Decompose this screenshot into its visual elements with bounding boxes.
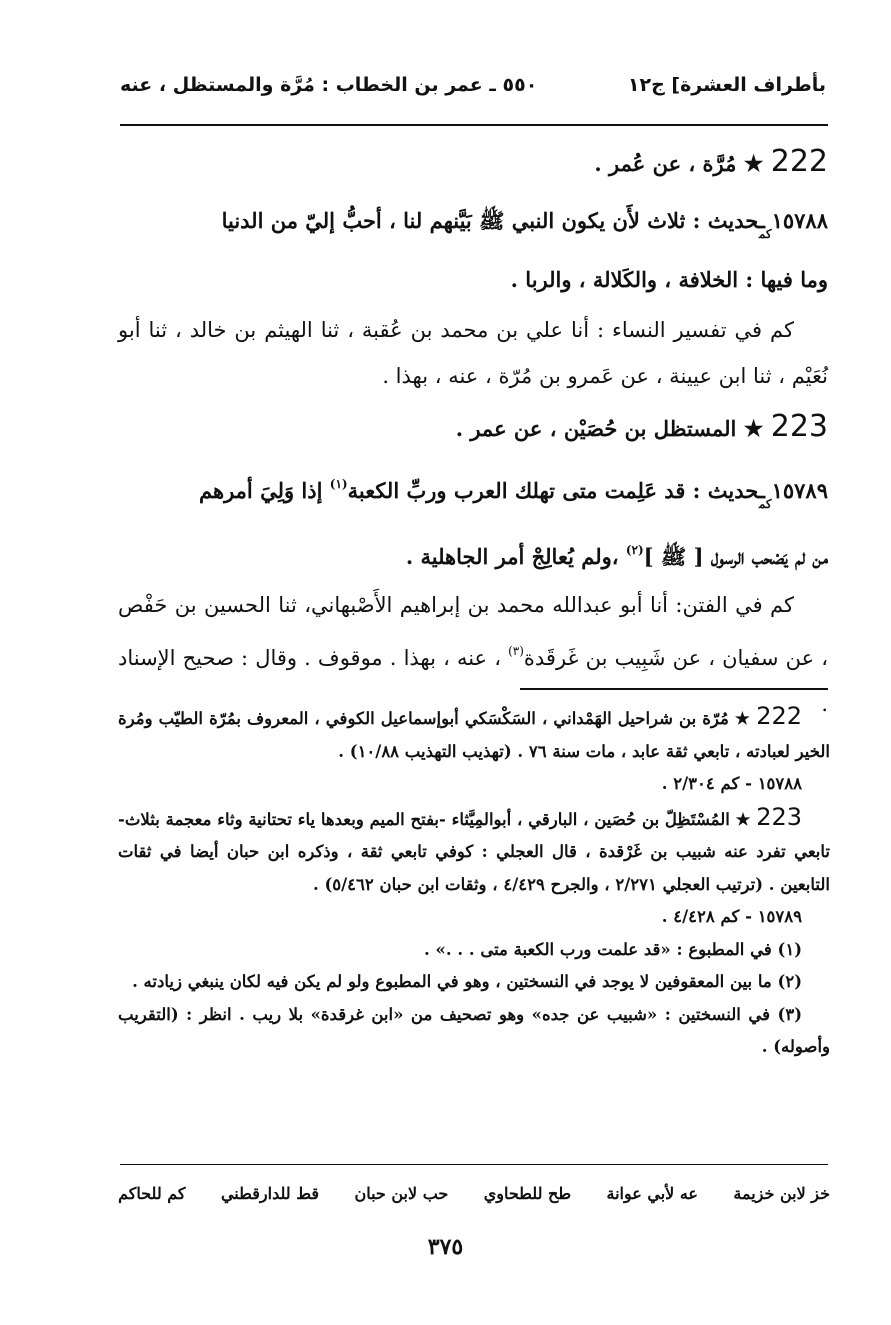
note-text: المُسْتَظِلّ بن حُصَين ، البارقي ، أبوالمِيَّثاء -بفتح الميم وبعدها ياء تحتانية وثاء معجمة — [165, 809, 730, 829]
note-text: في ثقات التابعين . (ترتيب العجلي ٢/٢٧١ ، والجرح ٤/٤٢٩ ، وثقات ابن حبان ٥/٤٦٢) . — [118, 842, 830, 894]
abbr-item: خز لابن خزيمة — [733, 1184, 830, 1203]
narrator-heading-222 — [118, 138, 828, 188]
star-icon: ★ — [743, 151, 764, 177]
note-text: مُرّة بن شراحيل الهَمْداني ، السَكْسَكي أبوإسماعيل الكوفي ، المعروف بمُرّة الطيّب — [158, 709, 729, 728]
running-header — [120, 74, 826, 96]
abbreviation-legend — [118, 1184, 830, 1203]
narrator-title: المستظل بن حُصَيْن ، عن عمر . — [455, 416, 737, 441]
narrator-title: مُرَّة ، عن عُمر . — [594, 151, 737, 176]
star-icon: ★ — [743, 416, 764, 442]
isnad-line3: الإسناد . — [118, 646, 828, 716]
abbr-item: قط للدارقطني — [220, 1184, 320, 1203]
footnotes — [118, 700, 830, 1064]
isnad-line1: كم في الفتن: أنا أبو عبدالله محمد بن إبراهيم الأَصْبهاني، ثنا الحسين بن — [174, 593, 794, 617]
main-text — [118, 138, 828, 727]
footnote-3 — [118, 999, 830, 1064]
hadith-15788 — [118, 198, 828, 303]
note-narrator-222 — [118, 700, 830, 768]
narrator-number: 223 — [770, 409, 828, 444]
star-icon: ★ — [735, 809, 751, 829]
star-icon: ★ — [734, 709, 751, 728]
footnote-1: (١) في المطبوع : «قد علمت ورب الكعبة متى . . .» . — [424, 939, 802, 959]
isnad-text: ، عنه ، بهذا . موقوف . وقال : صحيح — [182, 646, 509, 670]
note-ref-15788: ١٥٧٨٨ - كم ٢/٣٠٤ . — [661, 774, 802, 793]
abbr-item: حب لابن حبان — [354, 1184, 449, 1203]
isnad-line2: نُعَيْم ، ثنا ابن عيينة ، عن عَمرو بن مُرّة ، عنه ، بهذا . — [382, 364, 828, 388]
footnote-2 — [118, 966, 830, 999]
footnote-text: زيادته . — [132, 972, 182, 991]
bottom-rule — [120, 1164, 828, 1165]
hadith-text: ،ولم يُعالِجْ أمر الجاهلية . — [405, 544, 626, 569]
isnad-line1: كم في تفسير النساء : أنا علي بن محمد بن عُقبة ، ثنا الهيثم بن خالد ، ثنا أبو — [118, 318, 794, 342]
abbr-item: عه لأبي عوانة — [606, 1184, 698, 1203]
isnad-15788 — [118, 307, 828, 399]
hadith-number: ١٥٧٨٩ — [771, 478, 828, 503]
note-ref-15789: ١٥٧٨٩ - كم ٤/٤٢٨ . — [661, 907, 802, 926]
hadith-number: ١٥٧٨٨ — [771, 208, 828, 233]
hadith-text: ـحديث : قد عَلِمت متى تهلك العرب وربِّ الكعبة — [347, 478, 765, 503]
note-number: 222 — [756, 702, 803, 730]
hadith-text: من لم يَصْحب الرسول [ ﷺ ] — [643, 544, 828, 569]
footnote-rule — [520, 688, 828, 690]
note-number: 223 — [756, 802, 803, 831]
abbr-item: كم للحاكم — [118, 1184, 186, 1203]
narrator-heading-223 — [118, 403, 828, 453]
note-text: بثلاث- تابعي تفرد عنه شبيب بن غَرْقدة ، قال العجلي : كوفي تابعي ثقة ، وذكره ابن حبان أيضا — [118, 809, 831, 861]
hadith-text-line1: ـحديث : ثلاث لأَن يكون النبي ﷺ بَيَّنهم لنا ، أحبُّ إليّ من الدنيا — [221, 208, 765, 233]
note-narrator-223 — [118, 801, 830, 902]
hadith-text: إذا وَلِيَ أمرهم — [199, 478, 330, 503]
header-rule — [120, 124, 828, 126]
hadith-text-line2: وما فيها : الخلافة ، والكَلالة ، والربا . — [510, 267, 828, 292]
hadith-15789 — [118, 461, 828, 580]
abbr-item: طح للطحاوي — [483, 1184, 572, 1203]
page-number: ٣٧٥ — [427, 1234, 464, 1260]
header-section-title: ٥٥٠ ـ عمر بن الخطاب : مُرَّة والمستظل ، عنه — [120, 74, 538, 96]
footnote-text: (٣) في النسختين : «شبيب عن جده» وهو تصحيف من «ابن غرقدة» بلا ريب . انظر : — [186, 1004, 802, 1024]
header-volume-title: بأطراف العشرة] ج١٢ — [627, 74, 826, 96]
narrator-number: 222 — [770, 144, 828, 179]
footnote-ref-2[interactable]: (٢) — [625, 543, 644, 557]
footnote-ref-3[interactable]: (٣) — [508, 644, 524, 658]
footnote-text: (٢) ما بين المعقوفين لا يوجد في النسختين ، وهو في المطبوع ولو لم يكن فيه لكان ينبغي — [187, 972, 802, 991]
isnad-text: حَفْص ، عن سفيان ، عن شَبِيب بن غَرقَدة — [118, 593, 828, 670]
footnote-ref-1[interactable]: (١) — [329, 477, 348, 491]
source-code: كم — [758, 227, 772, 241]
footnote-text: (التقريب وأصوله) . — [118, 1004, 830, 1056]
source-code: كم — [758, 497, 772, 511]
note-text: ومُرة الخير لعبادته ، تابعي ثقة عابد ، مات سنة ٧٦ . (تهذيب التهذيب ١٠/٨٨) . — [118, 709, 830, 761]
